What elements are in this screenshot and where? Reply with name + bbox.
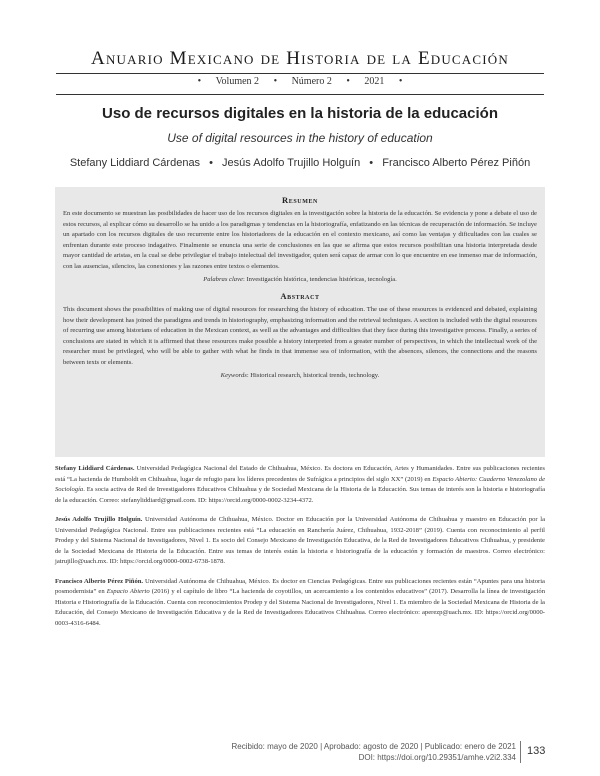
author-list [0,157,600,169]
author-separator: • [369,157,374,169]
abstract-heading: Abstract [280,291,320,301]
author-bio [55,515,545,568]
issue-bullet: • [398,76,403,87]
abstract-text: This document shows the possibilities of making use of digital resources for researching the history of education. The use of these resources is evidenced and debated, explaining how their development has joined the paradigms and trends in historiography, emphasizing information and the retrieval techniques. A section is included with the digital resources of recurring use among historians of education in the Mexican context, as well as the advantages and difficulties that they face during this investigative process. Finally, a series of conclusions are stated in which it is affirmed that these resources make possible a history interpreted from a greater number of perspectives, in which the intellectual work of the researcher must be privileged, who will be able to gather with what he finds in that immense sea of information, with the absences, silences, the connections and the reasons between texts or elements. [63,306,537,366]
resumen-heading: Resumen [281,195,318,205]
keywords-text: Historical research, historical trends, technology. [250,372,380,379]
bio-name: Jesús Adolfo Trujillo Holguín. [55,516,143,523]
author-separator: • [209,157,213,169]
doi-link[interactable]: DOI: https://doi.org/10.29351/amhe.v2i2.334 [358,753,516,762]
approved-label: Aprobado: [323,742,361,751]
issue-bullet: • [197,76,202,87]
keywords-text: Investigación histórica, tendencias históricas, tecnología. [246,276,397,283]
abstract-keywords: Keywords: Historical research, historical trends, technology. [220,372,380,379]
abstract-box [55,187,545,457]
author-name: Stefany Liddiard Cárdenas [69,157,201,169]
author-bio [55,464,545,506]
issue-bullet: • [273,76,278,87]
keywords-label: Keywords [220,372,247,379]
bio-text: Universidad Autónoma de Chihuahua, México. Doctor en Educación por la Universidad Autónoma de Chihuahua y maestro en Educación por la Universidad Pedagógica Nacional. Entre sus publicaciones recientes está “La educación en Ranchería Juárez, Chihuahua, 1932-2018” (2019). Cuenta con reconocimiento al perfil Prodep y del Sistema Nacional de Investigadores, Nivel 1. Es socio del Consejo Mexicano de Investigación Educativa, de la Red de Investigadores Educativos Chihuahua, y presidente de la Sociedad Mexicana de Historia de la Educación. Entre sus temas de interés están la historia e historiografía de la educación y formación de maestros. Correo electrónico: jatrujillo@uach.mx. ID: https://orcid.org/0000-0002-6738-1878. [55,516,545,565]
bio-text: (2016) y el capítulo de libro “La hacienda de coyotillos, un acercamiento a los contenidos educativos” (2017). Desarrolla la línea de investigación Historia e Historiografía de la Educación. Cuenta con reconocimientos Prodep y del Sistema Nacional de Investigadores, Nivel 1. Es miembro de la Sociedad Mexicana de Historia de la Educación, del Consejo Mexicano de Investigación Educativa y de la Red de Investigadores Educativos Chihuahua. Correo electrónico: aperezp@uach.mx. ID: https://orcid.org/0000-0003-4316-6484. [55,588,546,627]
page-number: 133 [527,745,546,757]
bio-journal: Espacio Abierto: Cuaderno Venezolano de Sociología [55,475,545,493]
date-divider: | [420,742,423,751]
approved-date: agosto de 2020 [363,742,419,751]
bio-journal: Espacio Abierto [106,588,150,595]
published-date: enero de 2021 [464,742,516,751]
footer-divider [520,741,521,763]
bio-text: Universidad Pedagógica Nacional del Estado de Chihuahua, México. Es doctora en Educación, Artes y Humanidades. Entre sus publicaciones recientes está “La hacienda de Humboldt en Chihuahua, lugar de refugio para los líderes precedentes de Sufrágica a principios del siglo XX” (2019) en [55,465,545,483]
number-label: Número 2 [291,76,332,87]
bio-text: Universidad Autónoma de Chihuahua, México. Es doctor en Ciencias Pedagógicas. Entre sus publicaciones recientes están “Apuntes para una historia posmodernista” en [55,577,545,595]
received-date: mayo de 2020 [267,742,318,751]
article-subtitle: Use of digital resources in the history of education [167,131,433,145]
author-bio [55,577,545,630]
bio-text: . Es socia activa de Red de Investigadores Educativos Chihuahua y de Sociedad Mexicana de la Historia de la Educación. Sus temas de interés son la historia e historiografía de la educación. Correo: stefanyliddiard@gmail.com. ID: https://orcid.org/0000-0002-3234-4372. [55,486,545,504]
issue-line [0,76,600,87]
dates-line [232,741,516,752]
date-divider: | [320,742,323,751]
volume-label: Volumen 2 [215,76,260,87]
journal-title: Anuario Mexicano de Historia de la Educación [91,48,509,69]
author-name: Francisco Alberto Pérez Piñón [382,157,531,169]
publication-dates [232,741,516,763]
header-rule-top [56,73,544,74]
year-label: 2021 [364,76,385,87]
bio-name: Stefany Liddiard Cárdenas. [55,465,135,472]
header-rule-bottom [56,94,544,95]
author-bios [55,464,545,638]
issue-bullet: • [346,76,350,87]
article-title: Uso de recursos digitales en la historia de la educación [102,105,498,122]
resumen-keywords: Palabras clave: Investigación histórica, tendencias históricas, tecnología. [203,276,397,283]
bio-name: Francisco Alberto Pérez Piñón. [55,577,144,585]
published-label: Publicado: [424,742,463,751]
keywords-label: Palabras clave [203,276,243,283]
resumen-text: En este documento se muestran las posibilidades de hacer uso de los recursos digitales en la investigación sobre la historia de la educación. Se evidencia y pone a debate el uso de estos recursos, al explicar cómo su desarrollo se ha unido a los paradigmas y tendencias en la historiografía, enfatizando en las técnicas de recuperación de información. Se incluye un apartado con los recursos digitales de uso recurrente entre los historiadores de la educación en el contexto mexicano, así como las ventajas y dificultades con las cuales se enfrentan durante este proceso indagativo. Finalmente se enuncia una serie de conclusiones en las que se afirma que estos recursos posibilitan una historia interpretada desde mayor cantidad de aristas, en la cual se debe privilegiar el trabajo intelectual del investigador, quien será capaz de armar con lo que encuentre en ese inmenso mar de información, con las ausencias, silencios, las conexiones y las razones entre textos o elementos. [63,210,537,270]
received-label: Recibido: [231,742,265,751]
author-name: Jesús Adolfo Trujillo Holguín [222,157,361,169]
